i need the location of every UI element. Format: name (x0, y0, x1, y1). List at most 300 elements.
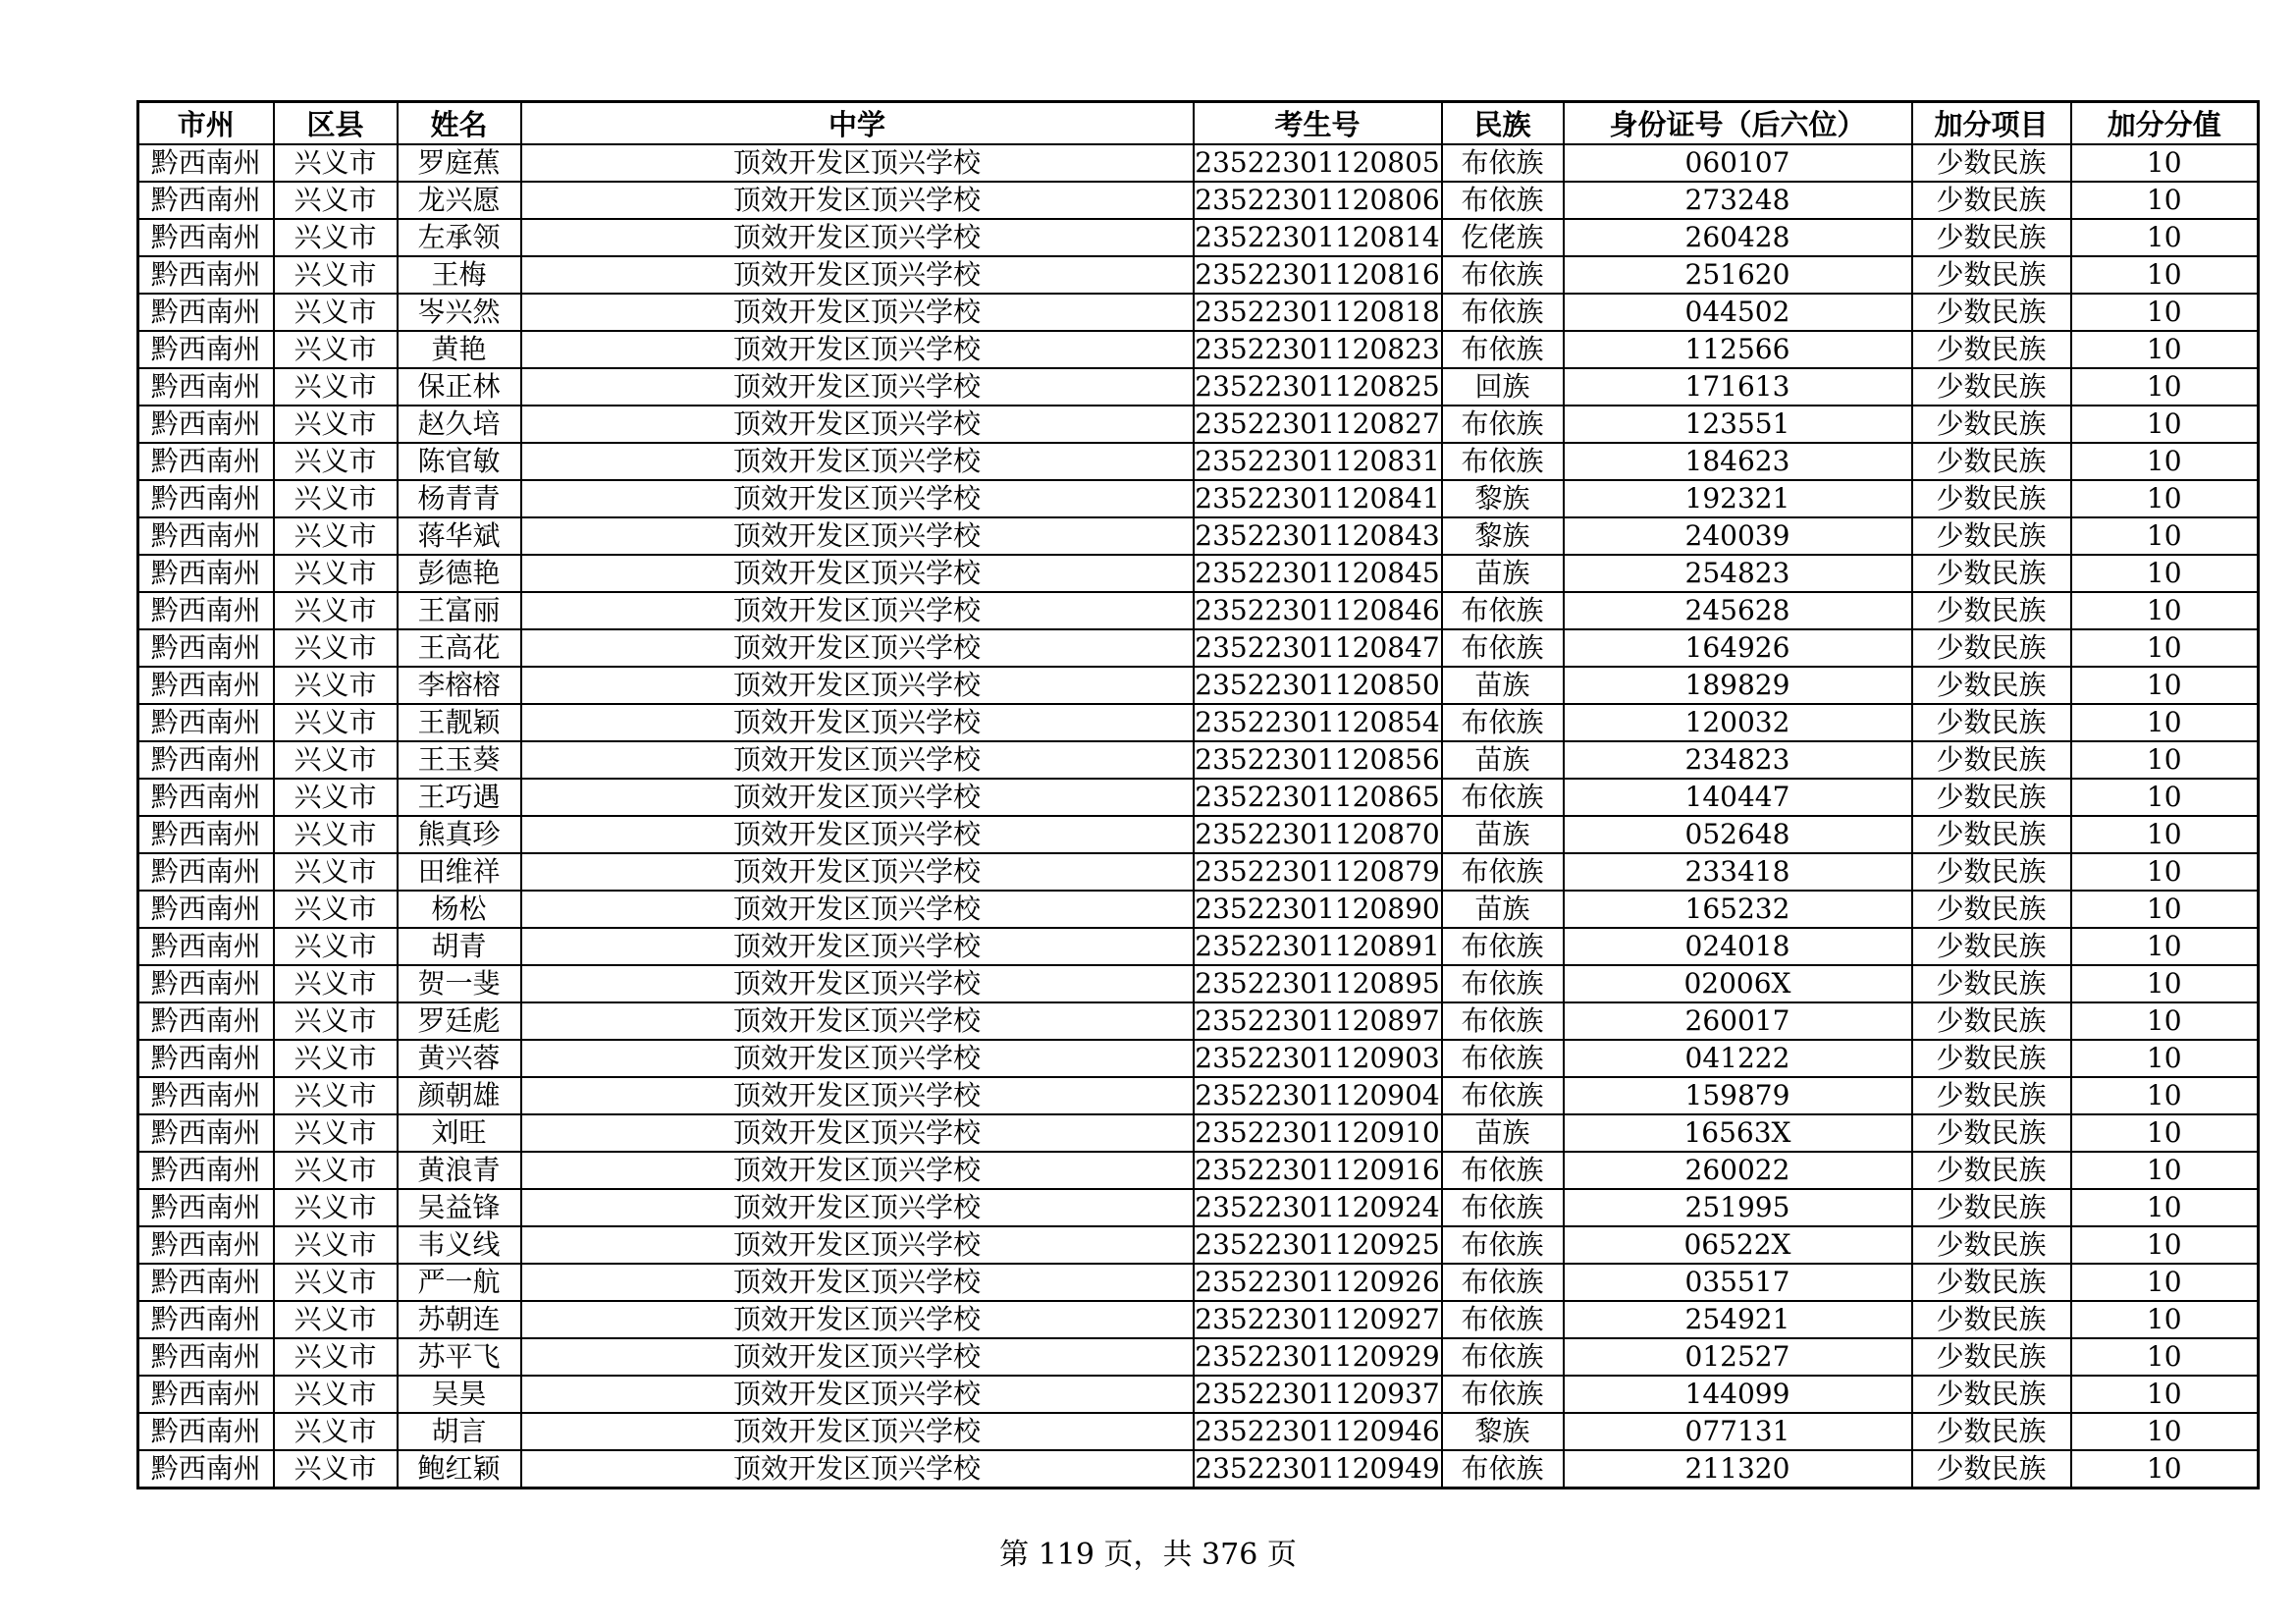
county-cell: 兴义市 (274, 144, 398, 182)
name-cell: 苏平飞 (398, 1338, 521, 1376)
bonus-value-cell: 10 (2071, 256, 2259, 294)
exam-id-cell: 23522301120805 (1194, 144, 1442, 182)
ethnicity-cell: 布依族 (1442, 294, 1564, 331)
id-last6-cell: 165232 (1564, 891, 1912, 928)
table-row (138, 1114, 2259, 1152)
bonus-value-cell: 10 (2071, 517, 2259, 555)
bonus-value-cell: 10 (2071, 741, 2259, 779)
exam-id-cell: 23522301120916 (1194, 1152, 1442, 1189)
bonus-item-cell: 少数民族 (1912, 1264, 2071, 1301)
city-cell: 黔西南州 (138, 368, 274, 406)
name-cell: 岑兴然 (398, 294, 521, 331)
id-last6-cell: 211320 (1564, 1450, 1912, 1489)
table-row (138, 667, 2259, 704)
bonus-item-cell: 少数民族 (1912, 144, 2071, 182)
id-last6-cell: 260022 (1564, 1152, 1912, 1189)
table-row (138, 1077, 2259, 1114)
id-last6-cell: 184623 (1564, 443, 1912, 480)
ethnicity-cell: 苗族 (1442, 667, 1564, 704)
name-cell: 贺一斐 (398, 965, 521, 1002)
ethnicity-cell: 布依族 (1442, 1264, 1564, 1301)
school-cell: 顶效开发区顶兴学校 (521, 294, 1194, 331)
county-cell: 兴义市 (274, 1376, 398, 1413)
id-last6-cell: 192321 (1564, 480, 1912, 517)
name-cell: 蒋华斌 (398, 517, 521, 555)
name-cell: 彭德艳 (398, 555, 521, 592)
school-cell: 顶效开发区顶兴学校 (521, 1301, 1194, 1338)
ethnicity-cell: 苗族 (1442, 891, 1564, 928)
school-cell: 顶效开发区顶兴学校 (521, 741, 1194, 779)
school-cell: 顶效开发区顶兴学校 (521, 1152, 1194, 1189)
bonus-value-cell: 10 (2071, 219, 2259, 256)
id-last6-cell: 052648 (1564, 816, 1912, 853)
name-cell: 王高花 (398, 629, 521, 667)
school-cell: 顶效开发区顶兴学校 (521, 182, 1194, 219)
id-last6-cell: 012527 (1564, 1338, 1912, 1376)
bonus-value-cell: 10 (2071, 1077, 2259, 1114)
school-cell: 顶效开发区顶兴学校 (521, 667, 1194, 704)
bonus-value-cell: 10 (2071, 1152, 2259, 1189)
bonus-value-cell: 10 (2071, 965, 2259, 1002)
table-row (138, 555, 2259, 592)
city-cell: 黔西南州 (138, 443, 274, 480)
bonus-value-cell: 10 (2071, 816, 2259, 853)
table-row (138, 1226, 2259, 1264)
id-last6-cell: 159879 (1564, 1077, 1912, 1114)
exam-id-cell: 23522301120895 (1194, 965, 1442, 1002)
bonus-item-cell: 少数民族 (1912, 1077, 2071, 1114)
bonus-value-cell: 10 (2071, 629, 2259, 667)
name-cell: 王梅 (398, 256, 521, 294)
bonus-value-cell: 10 (2071, 480, 2259, 517)
name-cell: 罗廷彪 (398, 1002, 521, 1040)
school-cell: 顶效开发区顶兴学校 (521, 368, 1194, 406)
exam-id-cell: 23522301120870 (1194, 816, 1442, 853)
name-cell: 陈官敏 (398, 443, 521, 480)
county-cell: 兴义市 (274, 182, 398, 219)
id-last6-cell: 060107 (1564, 144, 1912, 182)
id-last6-cell: 189829 (1564, 667, 1912, 704)
table-row (138, 592, 2259, 629)
bonus-value-cell: 10 (2071, 1226, 2259, 1264)
bonus-item-cell: 少数民族 (1912, 1338, 2071, 1376)
school-cell: 顶效开发区顶兴学校 (521, 853, 1194, 891)
school-cell: 顶效开发区顶兴学校 (521, 1338, 1194, 1376)
col-header-bonus-value: 加分分值 (2071, 102, 2259, 145)
school-cell: 顶效开发区顶兴学校 (521, 331, 1194, 368)
exam-id-cell: 23522301120865 (1194, 779, 1442, 816)
bonus-value-cell: 10 (2071, 144, 2259, 182)
city-cell: 黔西南州 (138, 853, 274, 891)
bonus-item-cell: 少数民族 (1912, 182, 2071, 219)
school-cell: 顶效开发区顶兴学校 (521, 1077, 1194, 1114)
exam-id-cell: 23522301120843 (1194, 517, 1442, 555)
ethnicity-cell: 布依族 (1442, 592, 1564, 629)
school-cell: 顶效开发区顶兴学校 (521, 1189, 1194, 1226)
col-header-exam-id: 考生号 (1194, 102, 1442, 145)
name-cell: 黄兴蓉 (398, 1040, 521, 1077)
bonus-item-cell: 少数民族 (1912, 517, 2071, 555)
school-cell: 顶效开发区顶兴学校 (521, 1264, 1194, 1301)
school-cell: 顶效开发区顶兴学校 (521, 1376, 1194, 1413)
school-cell: 顶效开发区顶兴学校 (521, 1413, 1194, 1450)
id-last6-cell: 273248 (1564, 182, 1912, 219)
name-cell: 左承领 (398, 219, 521, 256)
name-cell: 苏朝连 (398, 1301, 521, 1338)
city-cell: 黔西南州 (138, 928, 274, 965)
school-cell: 顶效开发区顶兴学校 (521, 816, 1194, 853)
exam-id-cell: 23522301120825 (1194, 368, 1442, 406)
ethnicity-cell: 苗族 (1442, 741, 1564, 779)
county-cell: 兴义市 (274, 965, 398, 1002)
col-header-id-last6: 身份证号（后六位） (1564, 102, 1912, 145)
table-row (138, 1002, 2259, 1040)
name-cell: 田维祥 (398, 853, 521, 891)
name-cell: 龙兴愿 (398, 182, 521, 219)
table-row (138, 1301, 2259, 1338)
bonus-value-cell: 10 (2071, 779, 2259, 816)
school-cell: 顶效开发区顶兴学校 (521, 443, 1194, 480)
bonus-value-cell: 10 (2071, 555, 2259, 592)
county-cell: 兴义市 (274, 331, 398, 368)
name-cell: 鲍红颖 (398, 1450, 521, 1489)
table-row (138, 1264, 2259, 1301)
table-row (138, 1450, 2259, 1489)
school-cell: 顶效开发区顶兴学校 (521, 555, 1194, 592)
exam-id-cell: 23522301120827 (1194, 406, 1442, 443)
city-cell: 黔西南州 (138, 592, 274, 629)
exam-id-cell: 23522301120854 (1194, 704, 1442, 741)
ethnicity-cell: 回族 (1442, 368, 1564, 406)
city-cell: 黔西南州 (138, 1152, 274, 1189)
id-last6-cell: 077131 (1564, 1413, 1912, 1450)
bonus-points-table (136, 100, 2260, 1489)
county-cell: 兴义市 (274, 555, 398, 592)
col-header-county: 区县 (274, 102, 398, 145)
city-cell: 黔西南州 (138, 1189, 274, 1226)
table-row (138, 704, 2259, 741)
table-row (138, 853, 2259, 891)
county-cell: 兴义市 (274, 406, 398, 443)
county-cell: 兴义市 (274, 1189, 398, 1226)
bonus-item-cell: 少数民族 (1912, 667, 2071, 704)
ethnicity-cell: 布依族 (1442, 704, 1564, 741)
id-last6-cell: 144099 (1564, 1376, 1912, 1413)
ethnicity-cell: 仡佬族 (1442, 219, 1564, 256)
table-row (138, 144, 2259, 182)
bonus-item-cell: 少数民族 (1912, 1450, 2071, 1489)
county-cell: 兴义市 (274, 480, 398, 517)
city-cell: 黔西南州 (138, 704, 274, 741)
bonus-item-cell: 少数民族 (1912, 965, 2071, 1002)
name-cell: 严一航 (398, 1264, 521, 1301)
bonus-item-cell: 少数民族 (1912, 1301, 2071, 1338)
id-last6-cell: 251995 (1564, 1189, 1912, 1226)
table-row (138, 1040, 2259, 1077)
city-cell: 黔西南州 (138, 667, 274, 704)
id-last6-cell: 123551 (1564, 406, 1912, 443)
county-cell: 兴义市 (274, 1264, 398, 1301)
table-row (138, 443, 2259, 480)
school-cell: 顶效开发区顶兴学校 (521, 704, 1194, 741)
name-cell: 刘旺 (398, 1114, 521, 1152)
ethnicity-cell: 布依族 (1442, 182, 1564, 219)
bonus-item-cell: 少数民族 (1912, 1189, 2071, 1226)
name-cell: 韦义线 (398, 1226, 521, 1264)
id-last6-cell: 260017 (1564, 1002, 1912, 1040)
school-cell: 顶效开发区顶兴学校 (521, 592, 1194, 629)
school-cell: 顶效开发区顶兴学校 (521, 256, 1194, 294)
city-cell: 黔西南州 (138, 182, 274, 219)
name-cell: 杨松 (398, 891, 521, 928)
county-cell: 兴义市 (274, 1077, 398, 1114)
bonus-item-cell: 少数民族 (1912, 1413, 2071, 1450)
bonus-value-cell: 10 (2071, 891, 2259, 928)
exam-id-cell: 23522301120904 (1194, 1077, 1442, 1114)
city-cell: 黔西南州 (138, 1301, 274, 1338)
bonus-value-cell: 10 (2071, 294, 2259, 331)
id-last6-cell: 164926 (1564, 629, 1912, 667)
id-last6-cell: 112566 (1564, 331, 1912, 368)
table-row (138, 1413, 2259, 1450)
city-cell: 黔西南州 (138, 1114, 274, 1152)
table-row (138, 1338, 2259, 1376)
ethnicity-cell: 布依族 (1442, 144, 1564, 182)
ethnicity-cell: 布依族 (1442, 779, 1564, 816)
bonus-value-cell: 10 (2071, 368, 2259, 406)
bonus-item-cell: 少数民族 (1912, 480, 2071, 517)
exam-id-cell: 23522301120845 (1194, 555, 1442, 592)
county-cell: 兴义市 (274, 256, 398, 294)
county-cell: 兴义市 (274, 1413, 398, 1450)
bonus-item-cell: 少数民族 (1912, 219, 2071, 256)
name-cell: 吴昊 (398, 1376, 521, 1413)
bonus-value-cell: 10 (2071, 1040, 2259, 1077)
name-cell: 杨青青 (398, 480, 521, 517)
bonus-value-cell: 10 (2071, 331, 2259, 368)
exam-id-cell: 23522301120850 (1194, 667, 1442, 704)
table-row (138, 406, 2259, 443)
id-last6-cell: 240039 (1564, 517, 1912, 555)
county-cell: 兴义市 (274, 368, 398, 406)
city-cell: 黔西南州 (138, 555, 274, 592)
id-last6-cell: 024018 (1564, 928, 1912, 965)
school-cell: 顶效开发区顶兴学校 (521, 1002, 1194, 1040)
bonus-item-cell: 少数民族 (1912, 629, 2071, 667)
ethnicity-cell: 布依族 (1442, 331, 1564, 368)
bonus-item-cell: 少数民族 (1912, 741, 2071, 779)
exam-id-cell: 23522301120823 (1194, 331, 1442, 368)
county-cell: 兴义市 (274, 592, 398, 629)
col-header-bonus-item: 加分项目 (1912, 102, 2071, 145)
bonus-value-cell: 10 (2071, 1114, 2259, 1152)
school-cell: 顶效开发区顶兴学校 (521, 480, 1194, 517)
table-row (138, 1152, 2259, 1189)
exam-id-cell: 23522301120831 (1194, 443, 1442, 480)
school-cell: 顶效开发区顶兴学校 (521, 629, 1194, 667)
exam-id-cell: 23522301120897 (1194, 1002, 1442, 1040)
ethnicity-cell: 黎族 (1442, 1413, 1564, 1450)
name-cell: 胡青 (398, 928, 521, 965)
ethnicity-cell: 布依族 (1442, 1077, 1564, 1114)
table-row (138, 816, 2259, 853)
bonus-item-cell: 少数民族 (1912, 1376, 2071, 1413)
school-cell: 顶效开发区顶兴学校 (521, 219, 1194, 256)
table-body (138, 144, 2259, 1489)
city-cell: 黔西南州 (138, 517, 274, 555)
county-cell: 兴义市 (274, 928, 398, 965)
exam-id-cell: 23522301120903 (1194, 1040, 1442, 1077)
ethnicity-cell: 布依族 (1442, 1450, 1564, 1489)
name-cell: 王玉葵 (398, 741, 521, 779)
col-header-school: 中学 (521, 102, 1194, 145)
name-cell: 王靓颖 (398, 704, 521, 741)
bonus-value-cell: 10 (2071, 1338, 2259, 1376)
county-cell: 兴义市 (274, 816, 398, 853)
bonus-item-cell: 少数民族 (1912, 1226, 2071, 1264)
county-cell: 兴义市 (274, 704, 398, 741)
exam-id-cell: 23522301120841 (1194, 480, 1442, 517)
bonus-item-cell: 少数民族 (1912, 294, 2071, 331)
ethnicity-cell: 布依族 (1442, 1338, 1564, 1376)
school-cell: 顶效开发区顶兴学校 (521, 1114, 1194, 1152)
bonus-item-cell: 少数民族 (1912, 779, 2071, 816)
table-row (138, 182, 2259, 219)
city-cell: 黔西南州 (138, 1002, 274, 1040)
city-cell: 黔西南州 (138, 1226, 274, 1264)
id-last6-cell: 251620 (1564, 256, 1912, 294)
school-cell: 顶效开发区顶兴学校 (521, 891, 1194, 928)
id-last6-cell: 245628 (1564, 592, 1912, 629)
bonus-value-cell: 10 (2071, 1413, 2259, 1450)
name-cell: 黄艳 (398, 331, 521, 368)
name-cell: 颜朝雄 (398, 1077, 521, 1114)
county-cell: 兴义市 (274, 1114, 398, 1152)
table-row (138, 256, 2259, 294)
name-cell: 熊真珍 (398, 816, 521, 853)
bonus-value-cell: 10 (2071, 406, 2259, 443)
ethnicity-cell: 布依族 (1442, 1002, 1564, 1040)
table-row (138, 965, 2259, 1002)
city-cell: 黔西南州 (138, 1040, 274, 1077)
exam-id-cell: 23522301120937 (1194, 1376, 1442, 1413)
city-cell: 黔西南州 (138, 1376, 274, 1413)
table-row (138, 1189, 2259, 1226)
id-last6-cell: 254823 (1564, 555, 1912, 592)
name-cell: 罗庭蕉 (398, 144, 521, 182)
county-cell: 兴义市 (274, 443, 398, 480)
bonus-value-cell: 10 (2071, 1002, 2259, 1040)
city-cell: 黔西南州 (138, 1264, 274, 1301)
bonus-item-cell: 少数民族 (1912, 368, 2071, 406)
county-cell: 兴义市 (274, 1301, 398, 1338)
ethnicity-cell: 布依族 (1442, 1376, 1564, 1413)
name-cell: 保正林 (398, 368, 521, 406)
county-cell: 兴义市 (274, 294, 398, 331)
ethnicity-cell: 布依族 (1442, 443, 1564, 480)
city-cell: 黔西南州 (138, 1338, 274, 1376)
county-cell: 兴义市 (274, 1450, 398, 1489)
ethnicity-cell: 布依族 (1442, 406, 1564, 443)
name-cell: 胡言 (398, 1413, 521, 1450)
id-last6-cell: 233418 (1564, 853, 1912, 891)
school-cell: 顶效开发区顶兴学校 (521, 1040, 1194, 1077)
bonus-value-cell: 10 (2071, 182, 2259, 219)
bonus-value-cell: 10 (2071, 667, 2259, 704)
exam-id-cell: 23522301120891 (1194, 928, 1442, 965)
bonus-item-cell: 少数民族 (1912, 406, 2071, 443)
name-cell: 王巧遇 (398, 779, 521, 816)
city-cell: 黔西南州 (138, 219, 274, 256)
county-cell: 兴义市 (274, 667, 398, 704)
page-footer: 第 119 页，共 376 页 (999, 1538, 1297, 1572)
county-cell: 兴义市 (274, 517, 398, 555)
bonus-value-cell: 10 (2071, 443, 2259, 480)
ethnicity-cell: 黎族 (1442, 480, 1564, 517)
bonus-item-cell: 少数民族 (1912, 928, 2071, 965)
bonus-item-cell: 少数民族 (1912, 256, 2071, 294)
bonus-item-cell: 少数民族 (1912, 1002, 2071, 1040)
id-last6-cell: 06522X (1564, 1226, 1912, 1264)
exam-id-cell: 23522301120890 (1194, 891, 1442, 928)
id-last6-cell: 234823 (1564, 741, 1912, 779)
city-cell: 黔西南州 (138, 1413, 274, 1450)
bonus-item-cell: 少数民族 (1912, 592, 2071, 629)
city-cell: 黔西南州 (138, 965, 274, 1002)
city-cell: 黔西南州 (138, 891, 274, 928)
bonus-item-cell: 少数民族 (1912, 443, 2071, 480)
city-cell: 黔西南州 (138, 779, 274, 816)
exam-id-cell: 23522301120816 (1194, 256, 1442, 294)
id-last6-cell: 044502 (1564, 294, 1912, 331)
exam-id-cell: 23522301120879 (1194, 853, 1442, 891)
col-header-ethnicity: 民族 (1442, 102, 1564, 145)
table-row (138, 517, 2259, 555)
id-last6-cell: 16563X (1564, 1114, 1912, 1152)
school-cell: 顶效开发区顶兴学校 (521, 1226, 1194, 1264)
ethnicity-cell: 布依族 (1442, 1152, 1564, 1189)
bonus-value-cell: 10 (2071, 853, 2259, 891)
id-last6-cell: 254921 (1564, 1301, 1912, 1338)
exam-id-cell: 23522301120925 (1194, 1226, 1442, 1264)
name-cell: 赵久培 (398, 406, 521, 443)
name-cell: 黄浪青 (398, 1152, 521, 1189)
id-last6-cell: 171613 (1564, 368, 1912, 406)
bonus-item-cell: 少数民族 (1912, 331, 2071, 368)
county-cell: 兴义市 (274, 629, 398, 667)
county-cell: 兴义市 (274, 853, 398, 891)
id-last6-cell: 140447 (1564, 779, 1912, 816)
id-last6-cell: 02006X (1564, 965, 1912, 1002)
city-cell: 黔西南州 (138, 144, 274, 182)
ethnicity-cell: 布依族 (1442, 853, 1564, 891)
school-cell: 顶效开发区顶兴学校 (521, 144, 1194, 182)
county-cell: 兴义市 (274, 1226, 398, 1264)
school-cell: 顶效开发区顶兴学校 (521, 406, 1194, 443)
bonus-value-cell: 10 (2071, 1376, 2259, 1413)
city-cell: 黔西南州 (138, 1450, 274, 1489)
id-last6-cell: 120032 (1564, 704, 1912, 741)
county-cell: 兴义市 (274, 779, 398, 816)
ethnicity-cell: 布依族 (1442, 1040, 1564, 1077)
exam-id-cell: 23522301120846 (1194, 592, 1442, 629)
name-cell: 王富丽 (398, 592, 521, 629)
county-cell: 兴义市 (274, 741, 398, 779)
school-cell: 顶效开发区顶兴学校 (521, 779, 1194, 816)
table-row (138, 928, 2259, 965)
school-cell: 顶效开发区顶兴学校 (521, 928, 1194, 965)
county-cell: 兴义市 (274, 1040, 398, 1077)
